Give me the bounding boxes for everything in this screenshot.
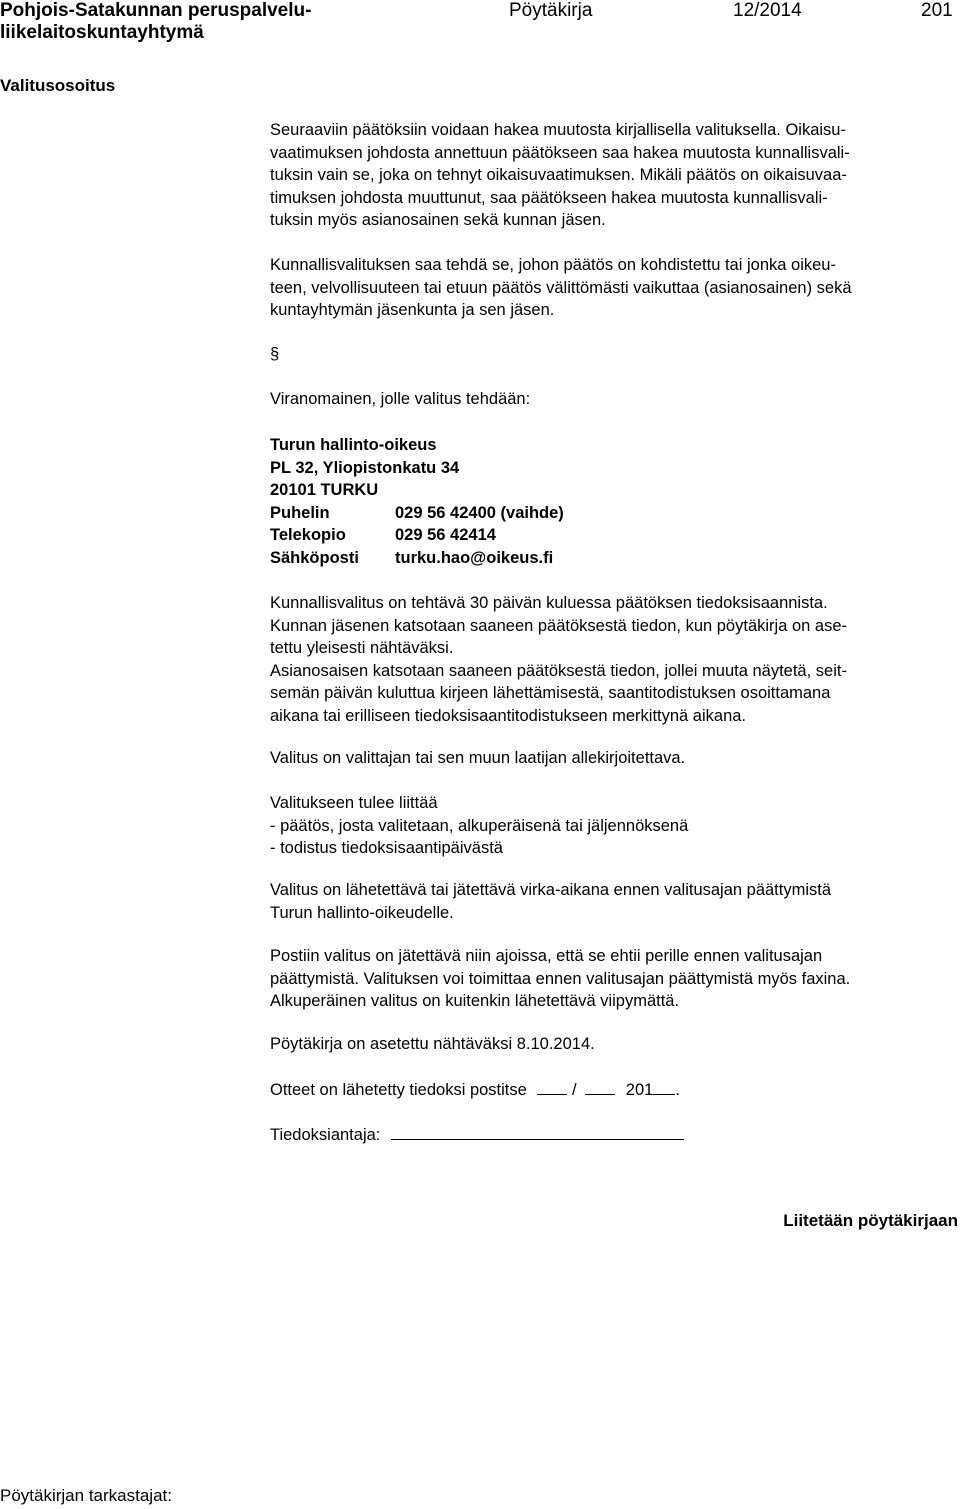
phone-label: Puhelin [270, 503, 330, 522]
reviewers-label: Pöytäkirjan tarkastajat: [0, 1486, 172, 1505]
section-title: Valitusosoitus [0, 76, 116, 95]
text-line: Seuraaviin päätöksiin voidaan hakea muutosta kirjallisella valituksella. Oikaisu- [270, 121, 846, 139]
paragraph-attachments [270, 792, 950, 860]
organization-name [0, 0, 311, 44]
informant-line [270, 1123, 950, 1147]
fax-row [270, 524, 950, 547]
sent-label: Otteet on lähetetty tiedoksi postitse [270, 1081, 527, 1099]
year-prefix: 201 [625, 1081, 654, 1099]
paragraph-postal [270, 945, 950, 1013]
court-address [270, 434, 950, 569]
paragraph-displayed-date: Pöytäkirja on asetettu nähtäväksi 8.10.2014. [270, 1035, 595, 1053]
text-line: vaatimuksen johdosta annettuun päätökseen saa hakea muutosta kunnallisvali- [270, 143, 850, 162]
text-line: Kunnan jäsenen katsotaan saaneen päätöksestä tiedon, kun pöytäkirja on ase- [270, 616, 847, 635]
authority-label: Viranomainen, jolle valitus tehdään: [270, 390, 531, 408]
document-type: Pöytäkirja [509, 0, 593, 21]
text-line: päättymistä. Valituksen voi toimittaa ennen valitusajan päättymistä myös faxina. [270, 969, 851, 988]
text-line: Kunnallisvalitus on tehtävä 30 päivän kuluessa päätöksen tiedoksisaannista. [270, 594, 828, 612]
text-line: Alkuperäinen valitus on kuitenkin lähetettävä viipymättä. [270, 992, 680, 1010]
organization-name-line1: Pohjois-Satakunnan peruspalvelu- [0, 0, 312, 21]
text-line: timuksen johdosta muuttunut, saa päätökseen hakea muutosta kunnallisvali- [270, 188, 828, 207]
email-row [270, 547, 950, 570]
text-line: tuksin myös asianosainen sekä kunnan jäsen. [270, 211, 606, 229]
fax-label: Telekopio [270, 526, 346, 544]
text-line: tuksin vain se, joka on tehnyt oikaisuvaatimuksen. Mikäli päätös on oikaisuvaa- [270, 166, 847, 184]
attached-note: Liitetään pöytäkirjaan [783, 1211, 958, 1230]
page-number: 201 [921, 0, 953, 21]
informant-blank [391, 1123, 684, 1140]
paragraph-who-may-appeal [270, 254, 950, 322]
informant-label: Tiedoksiantaja: [270, 1126, 381, 1144]
paragraph-deadline [270, 592, 950, 727]
document-number: 12/2014 [733, 0, 802, 21]
text-line: Asianosaisen katsotaan saaneen päätöksestä tiedon, jollei muuta näytetä, seit- [270, 661, 847, 680]
court-street: PL 32, Yliopistonkatu 34 [270, 458, 460, 477]
court-city: 20101 TURKU [270, 481, 379, 499]
text-line: Valitus on lähetettävä tai jätettävä virka-aikana ennen valitusajan päättymistä [270, 881, 832, 899]
organization-name-line2: liikelaitoskuntayhtymä [0, 22, 204, 43]
section-sign: § [270, 345, 280, 363]
email-value: turku.hao@oikeus.fi [395, 548, 554, 567]
date-slash: / [572, 1081, 577, 1099]
text-line: semän päivän kuluttua kirjeen lähettämisestä, saantitodistuksen osoittamana [270, 684, 831, 702]
phone-row [270, 502, 950, 525]
sent-end: . [675, 1081, 680, 1099]
text-line: Turun hallinto-oikeudelle. [270, 903, 454, 922]
paragraph-submission [270, 879, 950, 924]
list-item: - päätös, josta valitetaan, alkuperäisenä tai jäljennöksenä [270, 816, 689, 835]
text-line: tettu yleisesti nähtäväksi. [270, 639, 454, 657]
text-line: Postiin valitus on jätettävä niin ajoissa, että se ehtii perille ennen valitusajan [270, 947, 823, 965]
text-line: teen, velvollisuuteen tai etuun päätös välittömästi vaikuttaa (asianosainen) sekä [270, 278, 852, 297]
month-blank [585, 1078, 615, 1095]
phone-value: 029 56 42400 (vaihde) [395, 503, 564, 522]
list-item: - todistus tiedoksisaantipäivästä [270, 839, 503, 857]
day-blank [537, 1078, 567, 1095]
paragraph-appeal-basis [270, 119, 950, 232]
paragraph-signature: Valitus on valittajan tai sen muun laatijan allekirjoitettava. [270, 749, 686, 767]
year-blank [653, 1078, 675, 1095]
court-name: Turun hallinto-oikeus [270, 436, 437, 454]
fax-value: 029 56 42414 [395, 526, 496, 544]
sent-line [270, 1078, 950, 1102]
text-line: Kunnallisvalituksen saa tehdä se, johon päätös on kohdistettu tai jonka oikeu- [270, 256, 836, 274]
text-line: Valitukseen tulee liittää [270, 794, 438, 812]
text-line: aikana tai erilliseen tiedoksisaantitodistukseen merkittynä aikana. [270, 706, 747, 725]
text-line: kuntayhtymän jäsenkunta ja sen jäsen. [270, 301, 555, 319]
email-label: Sähköposti [270, 548, 359, 567]
